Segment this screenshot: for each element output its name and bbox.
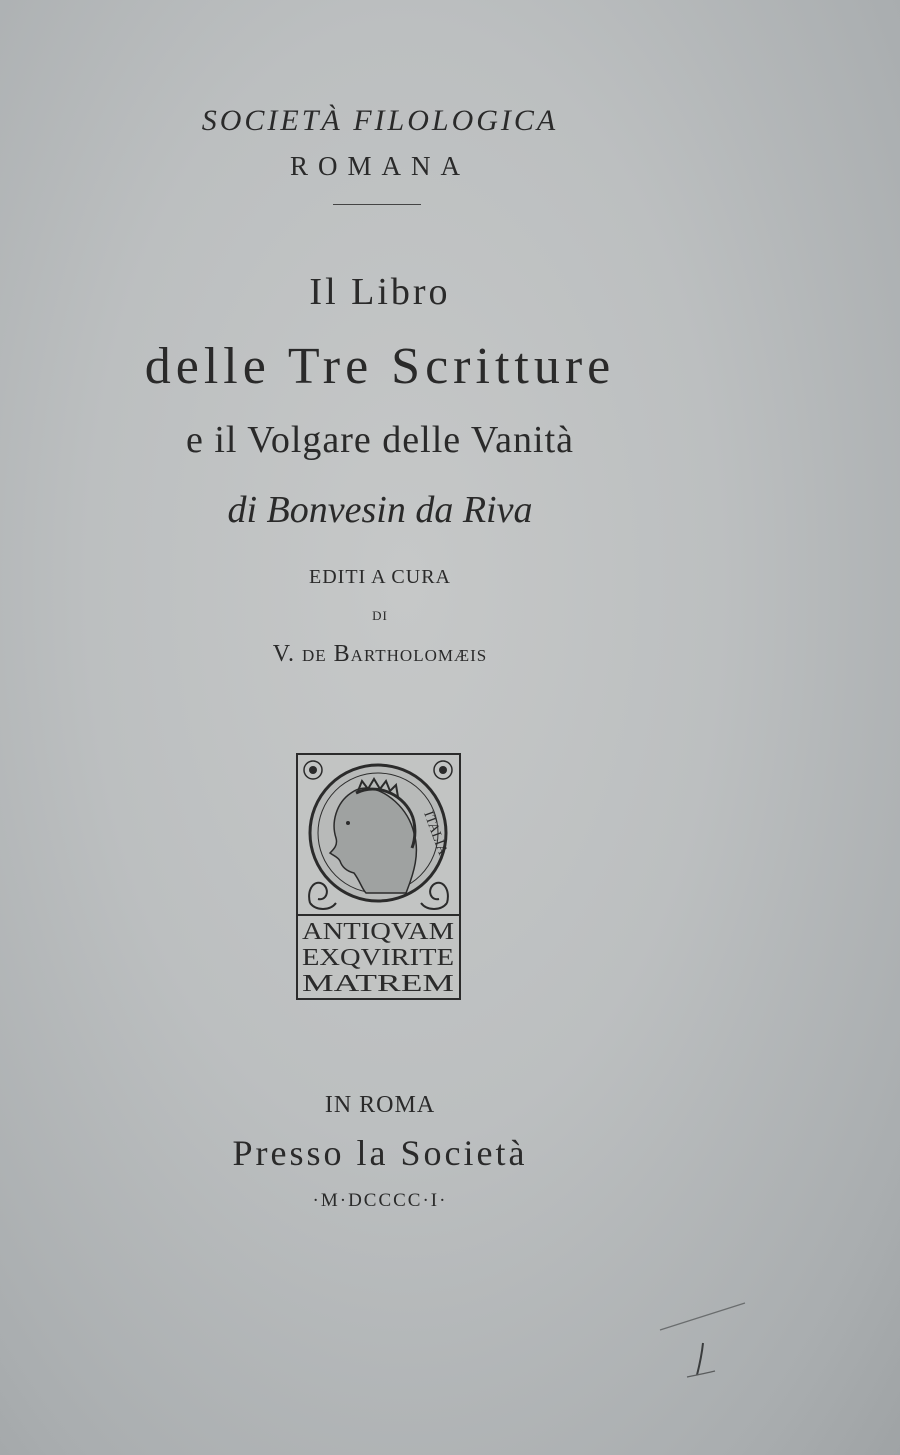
- editor-name: V. de Bartholomæis: [272, 641, 488, 667]
- medallion-text: ITALIA: [420, 809, 450, 858]
- motto-line-3: MATREM: [302, 971, 454, 997]
- motto-line-1: ANTIQVAM: [302, 919, 454, 945]
- motto-line-2: EXQVIRITE: [302, 945, 454, 971]
- edited-by-preposition: DI: [372, 608, 388, 623]
- title-line-1: Il Libro: [309, 271, 451, 313]
- pencil-mark-icon: [655, 1295, 755, 1395]
- title-line-2: delle Tre Scritture: [144, 338, 616, 395]
- header-divider: [333, 204, 421, 205]
- author-line: di Bonvesin da Riva: [227, 489, 533, 531]
- society-city: ROMANA: [289, 151, 470, 181]
- imprint-year: ·M·DCCCC·I·: [312, 1190, 448, 1211]
- publisher-emblem: [296, 753, 461, 1000]
- imprint-place: IN ROMA: [324, 1092, 436, 1118]
- title-line-3: e il Volgare delle Vanità: [185, 419, 575, 461]
- imprint-publisher: Presso la Società: [232, 1133, 528, 1173]
- edited-by-label: EDITI A CURA: [309, 566, 451, 588]
- society-name: SOCIETÀ FILOLOGICA: [201, 104, 559, 137]
